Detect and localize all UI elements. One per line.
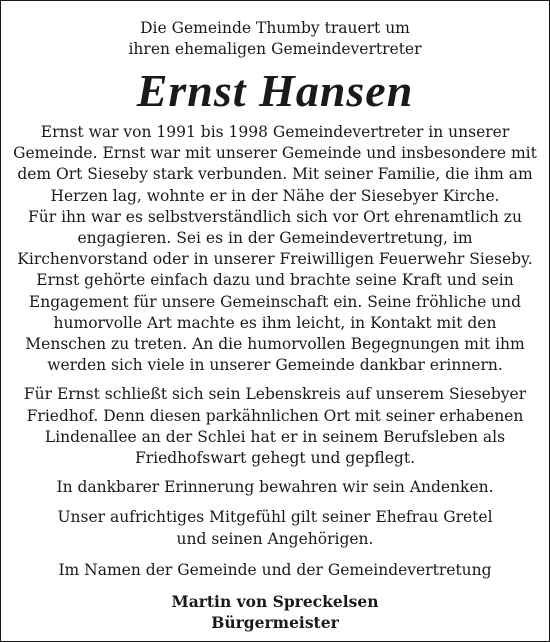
text-line: In dankbarer Erinnerung bewahren wir sein Andenken.: [56, 478, 494, 497]
text-line: Herzen lag, wohnte er in der Nähe der Siesebyer Kirche.: [50, 186, 500, 205]
text-line: Ernst war von 1991 bis 1998 Gemeindevertreter in unserer: [40, 123, 510, 141]
tribute-paragraph: [1, 122, 549, 376]
signatory-title: Bürgermeister: [211, 613, 339, 633]
intro-line: Die Gemeinde Thumby trauert um: [140, 19, 410, 37]
deceased-name: Ernst Hansen: [136, 65, 414, 116]
cemetery-paragraph: [1, 384, 549, 469]
text-line: Friedhof. Denn diesen parkähnlichen Ort mit seiner erhabenen: [26, 406, 524, 425]
text-line: humorvolle Art machte es ihm leicht, in Kontakt mit den: [53, 313, 497, 332]
text-line: und seinen Angehörigen.: [176, 529, 374, 548]
text-line: werden sich viele in unserer Gemeinde dankbar erinnern.: [47, 356, 503, 375]
text-line: Für Ernst schließt sich sein Lebenskreis auf unserem Siesebyer: [23, 385, 527, 404]
intro-line: ihren ehemaligen Gemeindevertreter: [128, 40, 422, 58]
text-line: Menschen zu treten. An die humorvollen Begegnungen mit ihm: [25, 335, 525, 354]
text-line: Gemeinde. Ernst war mit unserer Gemeinde und insbesondere mit: [13, 144, 537, 163]
text-line: Im Namen der Gemeinde und der Gemeindevertretung: [58, 560, 492, 579]
text-line: Unser aufrichtiges Mitgefühl gilt seiner Ehefrau Gretel: [57, 508, 493, 527]
intro-text: [1, 18, 549, 60]
remembrance-paragraph: [1, 477, 549, 498]
text-line: Für ihn war es selbstverständlich sich vor Ort ehrenamtlich zu: [28, 207, 522, 226]
text-line: Friedhofswart gehegt und gepflegt.: [134, 449, 416, 468]
signature-block: [1, 591, 549, 633]
on-behalf-paragraph: [1, 560, 549, 581]
text-line: Ernst gehörte einfach dazu und brachte seine Kraft und sein: [36, 271, 514, 290]
text-line: engagieren. Sei es in der Gemeindevertretung, im: [77, 229, 473, 248]
text-line: dem Ort Sieseby stark verbunden. Mit seiner Familie, die ihm am: [17, 165, 533, 184]
text-line: Engagement für unsere Gemeinschaft ein. Seine fröhliche und: [28, 292, 522, 311]
text-line: Lindenallee an der Schlei hat er in seinem Berufsleben als: [44, 427, 506, 446]
condolence-paragraph: [1, 507, 549, 549]
signatory-name: Martin von Spreckelsen: [171, 592, 379, 612]
text-line: Kirchenvorstand oder in unserer Freiwilligen Feuerwehr Sieseby.: [17, 250, 533, 269]
